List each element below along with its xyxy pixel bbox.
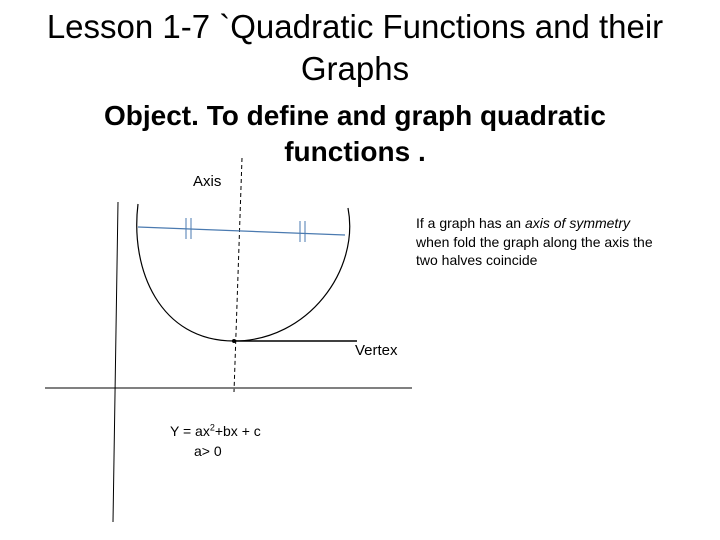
condition: a> 0 — [194, 443, 222, 459]
equation-base: Y = ax — [170, 423, 210, 439]
equation-line — [170, 423, 261, 439]
symmetry-term: axis of symmetry — [524, 215, 630, 231]
symmetry-note — [416, 214, 656, 270]
slide-title: Lesson 1-7 `Quadratic Functions and their Graphs — [46, 8, 664, 87]
axis-of-symmetry — [234, 158, 242, 392]
vertex-label: Vertex — [355, 342, 398, 359]
fold-chord — [138, 227, 345, 235]
axis-label: Axis — [193, 173, 222, 190]
equation-exponent: 2 — [209, 422, 215, 433]
parabola-curve — [137, 204, 350, 341]
slide-subtitle: Object. To define and graph quadratic functions . — [104, 100, 606, 167]
vertex-point — [232, 339, 236, 343]
symmetry-note-prefix: If a graph has an — [416, 215, 525, 231]
symmetry-note-suffix: when fold the graph along the axis the two halves coincide — [416, 233, 653, 268]
equation-rest: +bx + c — [214, 423, 261, 439]
y-axis — [113, 202, 118, 522]
equation — [170, 421, 261, 461]
